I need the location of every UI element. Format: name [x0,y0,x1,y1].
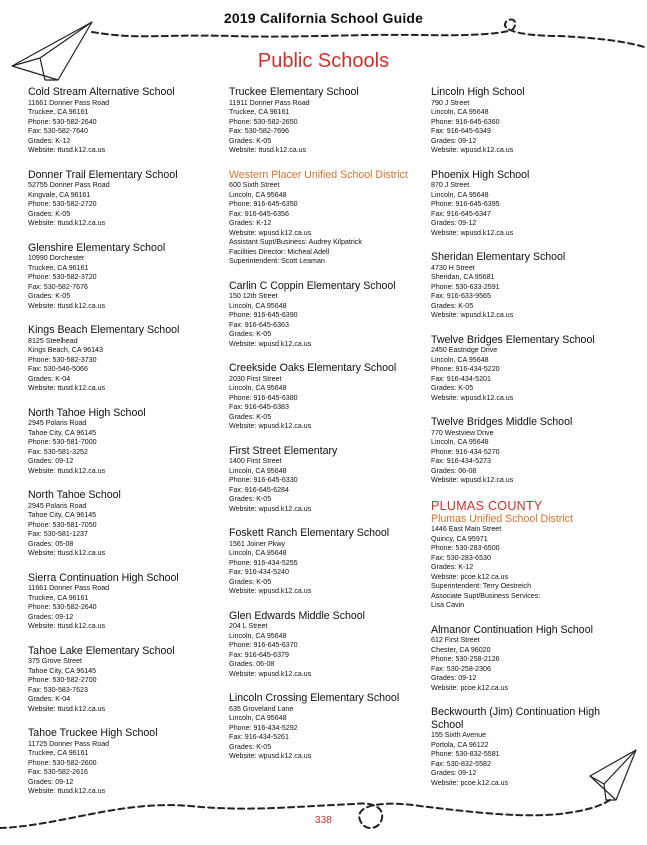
detail-line: Fax: 530-832-5582 [431,759,491,768]
detail-line: Truckee, CA 96161 [229,108,290,116]
detail-line: Grades: 09-12 [28,612,74,621]
school-entry [229,362,419,432]
detail-line: Phone: 530-283-6500 [431,544,500,552]
school-entry [28,727,218,797]
school-entry [28,169,218,229]
detail-line: Phone: 916-434-5220 [431,365,500,373]
detail-line: Website: wpusd.k12.ca.us [431,146,514,154]
detail-line: Phone: 916-645-6360 [431,117,500,126]
detail-line: Phone: 916-645-6350 [229,200,298,208]
detail-line: 770 Westview Drive [431,428,494,437]
school-entry [431,334,621,404]
school-name: North Tahoe School [28,489,121,501]
detail-line: Lincoln, CA 95648 [229,384,287,392]
detail-line: Grades: K-05 [229,577,272,586]
school-entry [229,445,419,515]
school-name: Tahoe Lake Elementary School [28,644,175,657]
school-name: Twelve Bridges Elementary School [431,333,595,346]
detail-line: Associate Supt/Business Services: [431,591,541,600]
detail-line: Website: ttusd.k12.ca.us [28,219,106,227]
detail-line: Website: pcoe.k12.ca.us [431,778,509,787]
detail-line: Tahoe City, CA 96145 [28,666,97,675]
detail-line: Website: ttusd.k12.ca.us [28,622,106,630]
school-name: Creekside Oaks Elementary School [229,362,397,374]
detail-line: Phone: 916-645-6390 [229,311,298,319]
detail-line: 1400 First Street [229,457,282,465]
detail-line: Website: wpusd.k12.ca.us [229,422,312,430]
detail-line: Fax: 530-546-5066 [28,365,88,373]
detail-line: Website: ttusd.k12.ca.us [28,146,106,154]
school-entry [431,251,621,321]
detail-line: Website: wpusd.k12.ca.us [229,587,312,595]
school-name: First Street Elementary [229,444,338,457]
detail-line: Website: wpusd.k12.ca.us [431,476,514,484]
detail-line: Lincoln, CA 95648 [229,631,287,640]
detail-line: Lincoln, CA 95648 [229,714,287,722]
detail-line: Fax: 530-258-2306 [431,664,491,673]
detail-line: Phone: 530-582-2600 [28,758,97,767]
school-entry [28,645,218,715]
school-entry [28,324,218,394]
school-name: Twelve Bridges Middle School [431,416,573,428]
detail-line: Lisa Cavin [431,601,465,609]
school-name: Sheridan Elementary School [431,251,566,263]
detail-line: Kings Beach, CA 96143 [28,346,103,354]
school-entry [28,572,218,632]
school-entry [431,169,621,239]
detail-line: Fax: 916-645-6379 [229,650,289,659]
school-entry [229,527,419,597]
detail-line: Grades: K-12 [28,136,71,145]
school-entry [229,86,419,156]
detail-line: Phone: 530-633-2591 [431,282,500,291]
district-name: Plumas Unified School District [431,512,573,525]
detail-line: Phone: 916-645-6330 [229,476,298,484]
detail-line: 204 L Street [229,622,268,630]
detail-line: Chester, CA 96020 [431,645,491,654]
detail-line: Grades: 09-12 [431,769,477,777]
detail-line: Fax: 916-633-9565 [431,292,491,300]
detail-line: 2945 Polaris Road [28,419,87,427]
detail-line: Grades: K-05 [431,384,474,392]
detail-line: Website: wpusd.k12.ca.us [431,228,514,237]
detail-line: 2450 Eastridge Drive [431,346,498,354]
detail-line: Phone: 530-582-3720 [28,273,97,281]
column-3 [431,86,621,801]
detail-line: Website: ttusd.k12.ca.us [28,704,106,713]
detail-line: 4730 H Street [431,263,475,272]
detail-line: 11661 Donner Pass Road [28,584,110,592]
detail-line: Website: wpusd.k12.ca.us [431,311,514,319]
detail-line: Quincy, CA 95971 [431,534,488,543]
school-name: Truckee Elementary School [229,86,359,98]
detail-line: 790 J Street [431,98,470,107]
school-entry [28,407,218,477]
detail-line: Phone: 530-581-7000 [28,438,97,446]
school-name: Lincoln High School [431,86,525,98]
detail-line: Grades: K-05 [28,209,71,218]
detail-line: Grades: K-12 [431,563,474,571]
detail-line: Fax: 916-645-6284 [229,485,289,494]
school-name: Foskett Ranch Elementary School [229,527,390,539]
detail-line: 612 First Street [431,636,480,644]
detail-line: Lincoln, CA 95648 [431,355,489,364]
detail-line: Phone: 916-434-5270 [431,447,500,456]
detail-line: Website: wpusd.k12.ca.us [229,504,312,513]
detail-line: Lincoln, CA 95648 [431,438,489,446]
detail-line: Website: ttusd.k12.ca.us [28,384,106,392]
detail-line: 375 Grove Street [28,657,83,665]
school-entry [28,489,218,559]
district-name: Western Placer Unified School District [229,168,408,181]
detail-line: Website: ttusd.k12.ca.us [28,549,106,557]
detail-line: Grades: K-05 [28,292,71,300]
school-entry [431,706,621,788]
school-name: Tahoe Truckee High School [28,727,158,739]
detail-line: Phone: 916-434-5255 [229,558,298,567]
detail-line: Grades: K-05 [229,136,272,145]
detail-line: Fax: 530-581-3252 [28,447,88,456]
detail-line: Lincoln, CA 95648 [229,190,287,199]
detail-line: Kingvale, CA 96161 [28,190,91,199]
column-2 [229,86,419,775]
detail-line: Facilities Director: Micheal Adell [229,247,330,256]
detail-line: Lincoln, CA 95648 [229,301,287,310]
detail-line: 8125 Steelhead [28,336,78,345]
detail-line: 635 Groveland Lane [229,704,294,713]
detail-line: Fax: 916-645-6356 [229,209,289,218]
detail-line: Website: ttusd.k12.ca.us [229,146,307,154]
detail-line: Phone: 530-582-2720 [28,200,97,208]
school-name: Donner Trail Elementary School [28,168,178,181]
detail-line: Fax: 530-582-2616 [28,768,88,776]
detail-line: 11911 Donner Pass Road [229,98,310,107]
detail-line: Grades: K-04 [28,695,71,703]
district-entry [431,499,621,611]
detail-line: Fax: 916-434-5201 [431,374,491,383]
school-entry [431,416,621,486]
school-name: Carlin C Coppin Elementary School [229,279,396,292]
school-entry [28,86,218,156]
guide-title: 2019 California School Guide [223,10,424,26]
detail-line: Fax: 530-582-7676 [28,282,88,291]
school-entry [28,242,218,312]
detail-line: Superintendent: Terry Oestreich [431,582,532,590]
detail-line: Website: wpusd.k12.ca.us [229,669,312,678]
detail-line: 155 Sixth Avenue [431,731,487,739]
detail-line: Website: wpusd.k12.ca.us [229,339,312,348]
school-entry [229,610,419,680]
school-entry [229,692,419,762]
detail-line: Truckee, CA 96161 [28,263,89,272]
detail-line: Website: wpusd.k12.ca.us [229,752,312,760]
detail-line: Phone: 530-582-2700 [28,676,97,684]
detail-line: Website: pcoe.k12.ca.us [431,572,509,581]
detail-line: 52755 Donner Pass Road [28,181,110,189]
detail-line: Fax: 916-434-5261 [229,733,289,741]
school-entry [431,86,621,156]
detail-line: 10990 Dorchester [28,254,85,262]
detail-line: Phone: 916-645-6380 [229,393,298,402]
detail-line: Lincoln, CA 95648 [229,466,287,475]
detail-line: Fax: 530-583-7623 [28,685,88,694]
detail-line: Grades: K-05 [229,495,272,503]
school-name: Phoenix High School [431,168,530,181]
detail-line: 150 12th Street [229,292,278,300]
detail-line: Website: ttusd.k12.ca.us [28,787,106,795]
detail-line: Fax: 530-582-7696 [229,127,289,135]
detail-line: 11725 Donner Pass Road [28,739,110,748]
detail-line: Grades: K-05 [229,742,272,751]
detail-line: Grades: K-05 [229,330,272,338]
detail-line: Grades: K-05 [431,301,474,310]
detail-line: Grades: K-04 [28,374,71,383]
column-1 [28,86,218,810]
school-name: Glenshire Elementary School [28,241,166,254]
detail-line: 2030 First Street [229,374,282,383]
detail-line: Truckee, CA 96161 [28,749,89,757]
detail-line: Fax: 916-434-5273 [431,457,491,465]
page-number: 338 [315,815,332,826]
detail-line: 600 Sixth Street [229,181,280,189]
detail-line: Lincoln, CA 95648 [229,549,287,557]
detail-line: Lincoln, CA 95648 [431,190,489,199]
detail-line: Grades: 09-12 [431,674,477,682]
detail-line: Phone: 530-582-2640 [28,117,97,126]
detail-line: Lincoln, CA 95648 [431,108,489,116]
detail-line: Portola, CA 96122 [431,740,489,749]
detail-line: Website: ttusd.k12.ca.us [28,301,106,310]
detail-line: Phone: 530-258-2126 [431,655,500,663]
detail-line: Phone: 530-582-2650 [229,117,298,126]
detail-line: Phone: 916-645-6395 [431,200,500,208]
detail-line: Fax: 916-645-6347 [431,209,491,218]
school-name: Beckwourth (Jim) Continuation High School [431,706,600,731]
school-name: Lincoln Crossing Elementary School [229,692,400,704]
detail-line: Phone: 916-434-5292 [229,723,298,732]
detail-line: Grades: K-05 [229,412,272,421]
school-name: Sierra Continuation High School [28,571,179,584]
detail-line: Website: wpusd.k12.ca.us [229,228,312,237]
detail-line: Sheridan, CA 95681 [431,273,495,281]
detail-line: Grades: 09-12 [28,457,74,465]
detail-line: 870 J Street [431,181,470,189]
detail-line: Fax: 916-434-5240 [229,568,289,576]
detail-line: 1446 East Main Street [431,525,502,533]
detail-line: Grades: 05-08 [28,539,74,548]
detail-line: Tahoe City, CA 96145 [28,428,97,437]
detail-line: 1561 Joiner Pkwy [229,539,285,548]
school-name: Glen Edwards Middle School [229,609,366,622]
detail-line: Phone: 530-582-3730 [28,355,97,364]
detail-line: Fax: 916-645-6383 [229,403,289,411]
detail-line: Grades: 06-08 [229,660,275,668]
detail-line: Grades: 09-12 [28,777,74,786]
detail-line: Truckee, CA 96161 [28,593,89,602]
school-entry [229,280,419,350]
detail-line: Phone: 530-832-5581 [431,750,500,758]
detail-line: Fax: 530-283-6530 [431,553,491,562]
detail-line: Grades: K-12 [229,219,272,227]
detail-line: 11661 Donner Pass Road [28,98,110,107]
school-entry [431,624,621,694]
detail-line: Fax: 530-581-1237 [28,530,88,538]
detail-line: Phone: 530-582-2640 [28,603,97,611]
detail-line: Grades: 09-12 [431,219,477,227]
school-name: Almanor Continuation High School [431,623,593,636]
detail-line: Superintendent: Scott Leaman [229,257,325,265]
detail-line: 2945 Polaris Road [28,501,87,510]
section-title: Public Schools [257,50,390,72]
detail-line: Fax: 530-582-7640 [28,127,88,135]
school-name: North Tahoe High School [28,406,146,419]
school-name: Cold Stream Alternative School [28,86,175,98]
detail-line: Website: wpusd.k12.ca.us [431,393,514,402]
detail-line: Fax: 916-645-6349 [431,127,491,135]
county-heading: PLUMAS COUNTY [431,498,543,513]
detail-line: Truckee, CA 96161 [28,108,89,116]
detail-line: Website: ttusd.k12.ca.us [28,466,106,475]
detail-line: Phone: 530-581-7050 [28,520,97,529]
detail-line: Grades: 09-12 [431,136,477,145]
detail-line: Grades: 06-08 [431,466,477,475]
detail-line: Assistant Supt/Business: Audrey Kilpatrick [229,238,362,246]
detail-line: Tahoe City, CA 96145 [28,511,97,519]
district-entry [229,169,419,267]
detail-line: Phone: 916-645-6370 [229,641,298,649]
detail-line: Fax: 916-645-6363 [229,320,289,329]
school-name: Kings Beach Elementary School [28,324,180,336]
detail-line: Website: pcoe.k12.ca.us [431,683,509,692]
